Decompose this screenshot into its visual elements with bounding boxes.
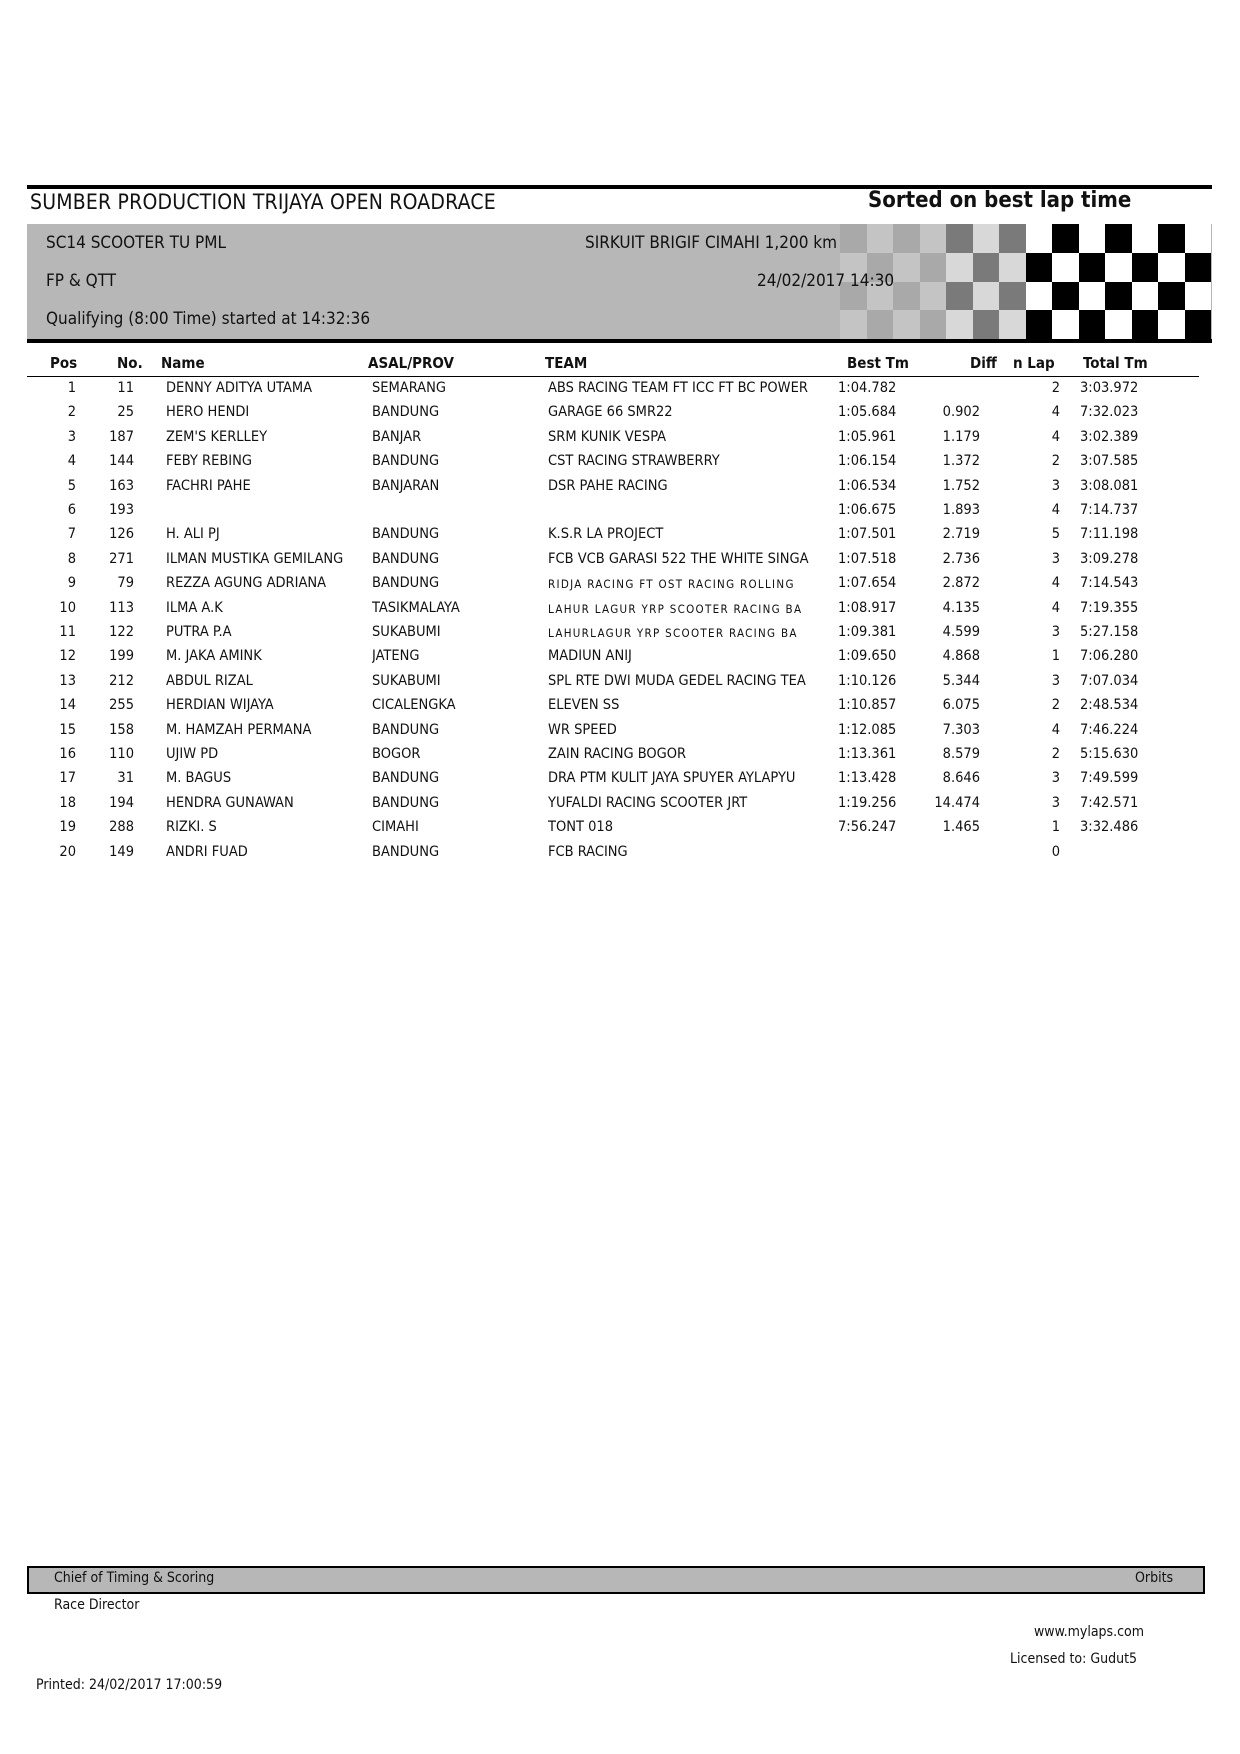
row-pos: 19 <box>59 819 76 836</box>
checker-square <box>1079 310 1106 339</box>
row-origin: BANJARAN <box>372 477 440 494</box>
row-origin: BANDUNG <box>372 794 440 811</box>
col-header-team: TEAM <box>545 354 588 372</box>
row-total-time: 7:46.224 <box>1080 721 1139 738</box>
row-team: MADIUN ANIJ <box>548 648 632 665</box>
session-datetime: 24/02/2017 14:30 <box>757 271 895 291</box>
row-team: DSR PAHE RACING <box>548 477 668 494</box>
row-diff: 5.344 <box>942 672 980 689</box>
row-best-time: 1:09.381 <box>838 624 897 640</box>
row-rider-name: ILMA A.K <box>166 599 223 616</box>
row-origin: TASIKMALAYA <box>372 599 460 616</box>
checker-square <box>1158 224 1185 253</box>
table-row <box>0 673 1240 697</box>
row-diff: 1.179 <box>942 428 980 445</box>
table-row <box>0 478 1240 502</box>
row-number: 149 <box>109 843 134 860</box>
checker-square <box>1026 310 1053 339</box>
row-pos: 9 <box>67 575 76 592</box>
row-best-time: 7:56.247 <box>838 819 897 836</box>
row-best-time: 1:08.917 <box>838 599 897 616</box>
row-total-time: 7:42.571 <box>1080 794 1139 811</box>
row-best-time: 1:06.534 <box>838 477 897 494</box>
checker-square <box>920 310 947 339</box>
row-best-time: 1:13.361 <box>838 746 897 762</box>
checker-square <box>1052 282 1079 311</box>
checker-square <box>946 224 973 253</box>
row-rider-name: FACHRI PAHE <box>166 477 251 494</box>
row-pos: 20 <box>59 843 76 860</box>
row-total-time: 7:07.034 <box>1080 672 1139 689</box>
row-origin: BANDUNG <box>372 550 440 567</box>
row-origin: BANDUNG <box>372 575 440 592</box>
checker-square <box>1132 282 1159 311</box>
checker-square <box>920 253 947 282</box>
row-pos: 5 <box>67 477 76 494</box>
table-row <box>0 453 1240 477</box>
checker-square <box>1052 253 1079 282</box>
row-lap: 4 <box>1051 599 1060 616</box>
checker-square <box>893 253 920 282</box>
checker-square <box>973 310 1000 339</box>
checker-square <box>999 282 1026 311</box>
row-pos: 4 <box>67 453 76 470</box>
row-diff: 4.868 <box>942 648 980 665</box>
checker-square <box>973 224 1000 253</box>
license-info: Licensed to: Gudut5 <box>1010 1651 1138 1667</box>
table-row <box>0 429 1240 453</box>
row-best-time: 1:10.857 <box>838 697 897 714</box>
row-team: YUFALDI RACING SCOOTER JRT <box>548 794 748 811</box>
row-number: 158 <box>109 721 134 738</box>
row-lap: 5 <box>1051 526 1060 543</box>
checker-square <box>1185 310 1212 339</box>
table-row <box>0 819 1240 843</box>
col-header-pos: Pos <box>50 354 78 372</box>
row-diff: 8.646 <box>942 770 980 787</box>
checker-square <box>1052 310 1079 339</box>
row-lap: 4 <box>1051 428 1060 445</box>
row-number: 31 <box>117 770 134 787</box>
row-pos: 3 <box>67 428 76 445</box>
row-total-time: 2:48.534 <box>1080 697 1139 714</box>
row-pos: 11 <box>59 624 76 640</box>
table-row <box>0 746 1240 770</box>
row-diff: 6.075 <box>942 697 980 714</box>
row-number: 25 <box>117 404 134 421</box>
row-lap: 3 <box>1051 550 1060 567</box>
checker-square <box>1158 310 1185 339</box>
table-row <box>0 844 1240 868</box>
row-origin: SEMARANG <box>372 380 446 396</box>
row-rider-name: H. ALI PJ <box>166 526 220 543</box>
row-pos: 14 <box>59 697 76 714</box>
row-team: TONT 018 <box>548 819 613 836</box>
row-origin: BANDUNG <box>372 453 440 470</box>
row-team: ELEVEN SS <box>548 697 620 714</box>
checker-square <box>1026 282 1053 311</box>
checker-square <box>1079 282 1106 311</box>
qualifying-info: Qualifying (8:00 Time) started at 14:32:36 <box>46 309 371 329</box>
row-origin: BANDUNG <box>372 404 440 421</box>
checker-square <box>1185 282 1212 311</box>
row-pos: 10 <box>59 599 76 616</box>
checker-square <box>1185 253 1212 282</box>
header-underline <box>27 376 1199 377</box>
race-director-label: Race Director <box>54 1597 140 1613</box>
row-team: ABS RACING TEAM FT ICC FT BC POWER <box>548 380 808 396</box>
row-best-time: 1:06.675 <box>838 502 897 518</box>
row-lap: 2 <box>1051 453 1060 470</box>
row-number: 187 <box>109 428 134 445</box>
row-lap: 2 <box>1051 380 1060 396</box>
checker-square <box>1185 224 1212 253</box>
row-rider-name: M. BAGUS <box>166 770 232 787</box>
row-team: WR SPEED <box>548 721 617 738</box>
col-header-asal: ASAL/PROV <box>368 354 454 372</box>
row-number: 163 <box>109 477 134 494</box>
checker-square <box>1132 253 1159 282</box>
event-title: SUMBER PRODUCTION TRIJAYA OPEN ROADRACE <box>30 190 496 214</box>
checker-square <box>1158 253 1185 282</box>
col-header-no: No. <box>117 354 143 372</box>
row-pos: 2 <box>67 404 76 421</box>
checker-square <box>946 282 973 311</box>
row-rider-name: ZEM'S KERLLEY <box>166 428 268 445</box>
row-lap: 4 <box>1051 575 1060 592</box>
row-best-time: 1:04.782 <box>838 380 897 396</box>
row-best-time: 1:09.650 <box>838 648 897 665</box>
row-origin: BANJAR <box>372 428 422 445</box>
row-number: 271 <box>109 550 134 567</box>
checker-square <box>920 224 947 253</box>
row-number: 288 <box>109 819 134 836</box>
row-origin: BANDUNG <box>372 843 440 860</box>
row-origin: CIMAHI <box>372 819 419 836</box>
row-diff: 1.465 <box>942 819 980 836</box>
row-diff: 1.893 <box>942 502 980 518</box>
row-total-time: 7:19.355 <box>1080 599 1139 616</box>
checker-square <box>973 253 1000 282</box>
checker-square <box>946 253 973 282</box>
row-lap: 2 <box>1051 697 1060 714</box>
row-total-time: 7:14.737 <box>1080 502 1139 518</box>
table-row <box>0 770 1240 794</box>
row-diff: 2.719 <box>942 526 980 543</box>
checker-square <box>920 282 947 311</box>
row-diff: 7.303 <box>942 721 980 738</box>
row-rider-name: PUTRA P.A <box>166 624 232 640</box>
table-row <box>0 795 1240 819</box>
row-total-time: 7:32.023 <box>1080 404 1139 421</box>
row-rider-name: M. JAKA AMINK <box>166 648 262 665</box>
row-total-time: 7:14.543 <box>1080 575 1139 592</box>
checker-square <box>1105 224 1132 253</box>
col-header-diff: Diff <box>970 354 997 372</box>
checker-square <box>1026 224 1053 253</box>
table-row <box>0 624 1240 648</box>
checker-square <box>999 310 1026 339</box>
checker-square <box>1158 282 1185 311</box>
row-best-time: 1:13.428 <box>838 770 897 787</box>
row-number: 79 <box>117 575 134 592</box>
row-best-time: 1:07.501 <box>838 526 897 543</box>
row-lap: 3 <box>1051 770 1060 787</box>
checker-square <box>867 224 894 253</box>
row-best-time: 1:19.256 <box>838 794 897 811</box>
row-total-time: 7:49.599 <box>1080 770 1139 787</box>
row-diff: 4.135 <box>942 599 980 616</box>
row-best-time: 1:07.654 <box>838 575 897 592</box>
row-total-time: 3:08.081 <box>1080 477 1139 494</box>
row-diff: 1.752 <box>942 477 980 494</box>
checker-square <box>840 224 867 253</box>
row-team: FCB RACING <box>548 843 628 860</box>
row-pos: 13 <box>59 672 76 689</box>
row-rider-name: HERO HENDI <box>166 404 250 421</box>
row-team: DRA PTM KULIT JAYA SPUYER AYLAPYU <box>548 770 796 787</box>
row-rider-name: REZZA AGUNG ADRIANA <box>166 575 327 592</box>
row-lap: 3 <box>1051 794 1060 811</box>
row-lap: 1 <box>1051 648 1060 665</box>
row-pos: 6 <box>67 502 76 518</box>
table-row <box>0 380 1240 404</box>
row-team: ZAIN RACING BOGOR <box>548 746 687 762</box>
row-lap: 4 <box>1051 502 1060 518</box>
row-diff: 2.736 <box>942 550 980 567</box>
checker-square <box>973 282 1000 311</box>
row-best-time: 1:12.085 <box>838 721 897 738</box>
row-total-time: 5:27.158 <box>1080 624 1139 640</box>
table-row <box>0 551 1240 575</box>
row-origin: SUKABUMI <box>372 672 441 689</box>
sort-label: Sorted on best lap time <box>868 188 1132 213</box>
row-diff: 2.872 <box>942 575 980 592</box>
row-team: K.S.R LA PROJECT <box>548 526 664 543</box>
row-lap: 4 <box>1051 721 1060 738</box>
session-name: FP & QTT <box>46 271 117 291</box>
row-diff: 14.474 <box>934 794 980 811</box>
col-header-lap: n Lap <box>1013 354 1055 372</box>
row-lap: 0 <box>1051 843 1060 860</box>
checker-square <box>1132 310 1159 339</box>
checker-square <box>893 224 920 253</box>
table-row <box>0 697 1240 721</box>
row-diff: 0.902 <box>942 404 980 421</box>
row-rider-name: M. HAMZAH PERMANA <box>166 721 312 738</box>
checker-square <box>1105 253 1132 282</box>
row-origin: BOGOR <box>372 746 421 762</box>
checker-square <box>1079 224 1106 253</box>
row-lap: 4 <box>1051 404 1060 421</box>
table-row <box>0 722 1240 746</box>
row-lap: 3 <box>1051 624 1060 640</box>
row-rider-name: HERDIAN WIJAYA <box>166 697 274 714</box>
row-rider-name: UJIW PD <box>166 746 219 762</box>
row-rider-name: ILMAN MUSTIKA GEMILANG <box>166 550 344 567</box>
circuit-name: SIRKUIT BRIGIF CIMAHI 1,200 km <box>585 233 838 253</box>
timing-system-label: Orbits <box>1135 1570 1174 1586</box>
row-pos: 16 <box>59 746 76 762</box>
checker-square <box>893 310 920 339</box>
row-pos: 1 <box>67 380 76 396</box>
row-lap: 3 <box>1051 672 1060 689</box>
row-number: 144 <box>109 453 134 470</box>
checker-square <box>1132 224 1159 253</box>
row-best-time: 1:05.684 <box>838 404 897 421</box>
checkered-flag <box>840 224 1212 339</box>
row-pos: 15 <box>59 721 76 738</box>
row-total-time: 7:06.280 <box>1080 648 1139 665</box>
row-team: LAHUR LAGUR YRP SCOOTER RACING BA <box>548 601 803 616</box>
table-row <box>0 600 1240 624</box>
table-row <box>0 404 1240 428</box>
row-team: FCB VCB GARASI 522 THE WHITE SINGA <box>548 550 809 567</box>
row-rider-name: DENNY ADITYA UTAMA <box>166 380 313 396</box>
row-pos: 7 <box>67 526 76 543</box>
col-header-name: Name <box>161 354 205 372</box>
chief-of-timing-label: Chief of Timing & Scoring <box>54 1570 215 1586</box>
table-row <box>0 526 1240 550</box>
row-team: SPL RTE DWI MUDA GEDEL RACING TEA <box>548 672 806 689</box>
checker-square <box>999 224 1026 253</box>
header-bottom-rule <box>27 339 1212 343</box>
row-number: 199 <box>109 648 134 665</box>
row-pos: 8 <box>67 550 76 567</box>
row-team: RIDJA RACING FT OST RACING ROLLING <box>548 577 795 592</box>
checker-square <box>946 310 973 339</box>
row-best-time: 1:10.126 <box>838 672 897 689</box>
row-lap: 1 <box>1051 819 1060 836</box>
row-number: 113 <box>109 599 134 616</box>
row-team: LAHURLAGUR YRP SCOOTER RACING BA <box>548 626 798 640</box>
table-row <box>0 502 1240 526</box>
row-diff: 8.579 <box>942 746 980 762</box>
row-rider-name: ABDUL RIZAL <box>166 672 253 689</box>
checker-square <box>999 253 1026 282</box>
row-diff: 4.599 <box>942 624 980 640</box>
row-rider-name: RIZKI. S <box>166 819 217 836</box>
row-pos: 12 <box>59 648 76 665</box>
table-row <box>0 575 1240 599</box>
row-origin: JATENG <box>372 648 420 665</box>
checker-square <box>1026 253 1053 282</box>
row-rider-name: ANDRI FUAD <box>166 843 248 860</box>
row-team: SRM KUNIK VESPA <box>548 428 667 445</box>
row-pos: 18 <box>59 794 76 811</box>
checker-square <box>1079 253 1106 282</box>
row-number: 212 <box>109 672 134 689</box>
checker-square <box>1052 224 1079 253</box>
row-number: 194 <box>109 794 134 811</box>
row-number: 193 <box>109 502 134 518</box>
row-best-time: 1:07.518 <box>838 550 897 567</box>
row-number: 255 <box>109 697 134 714</box>
row-total-time: 3:32.486 <box>1080 819 1139 836</box>
row-total-time: 7:11.198 <box>1080 526 1139 543</box>
printed-timestamp: Printed: 24/02/2017 17:00:59 <box>36 1677 223 1693</box>
class-name: SC14 SCOOTER TU PML <box>46 233 226 253</box>
row-number: 126 <box>109 526 134 543</box>
row-origin: CICALENGKA <box>372 697 456 714</box>
row-origin: BANDUNG <box>372 770 440 787</box>
row-diff: 1.372 <box>942 453 980 470</box>
row-best-time: 1:06.154 <box>838 453 897 470</box>
checker-square <box>1105 310 1132 339</box>
row-rider-name: FEBY REBING <box>166 453 252 470</box>
row-origin: SUKABUMI <box>372 624 441 640</box>
col-header-total: Total Tm <box>1083 354 1148 372</box>
row-best-time: 1:05.961 <box>838 428 897 445</box>
row-pos: 17 <box>59 770 76 787</box>
checker-square <box>867 310 894 339</box>
row-total-time: 5:15.630 <box>1080 746 1139 762</box>
row-total-time: 3:03.972 <box>1080 380 1139 396</box>
checker-square <box>1105 282 1132 311</box>
row-origin: BANDUNG <box>372 721 440 738</box>
row-origin: BANDUNG <box>372 526 440 543</box>
table-row <box>0 648 1240 672</box>
checker-square <box>893 282 920 311</box>
row-number: 11 <box>117 380 134 396</box>
row-number: 122 <box>109 624 134 640</box>
website-link[interactable]: www.mylaps.com <box>1034 1624 1145 1640</box>
row-lap: 2 <box>1051 746 1060 762</box>
row-number: 110 <box>109 746 134 762</box>
row-rider-name: HENDRA GUNAWAN <box>166 794 294 811</box>
row-total-time: 3:07.585 <box>1080 453 1139 470</box>
checker-square <box>840 310 867 339</box>
row-total-time: 3:09.278 <box>1080 550 1139 567</box>
row-team: GARAGE 66 SMR22 <box>548 404 673 421</box>
col-header-best: Best Tm <box>847 354 909 372</box>
row-total-time: 3:02.389 <box>1080 428 1139 445</box>
row-lap: 3 <box>1051 477 1060 494</box>
row-team: CST RACING STRAWBERRY <box>548 453 720 470</box>
